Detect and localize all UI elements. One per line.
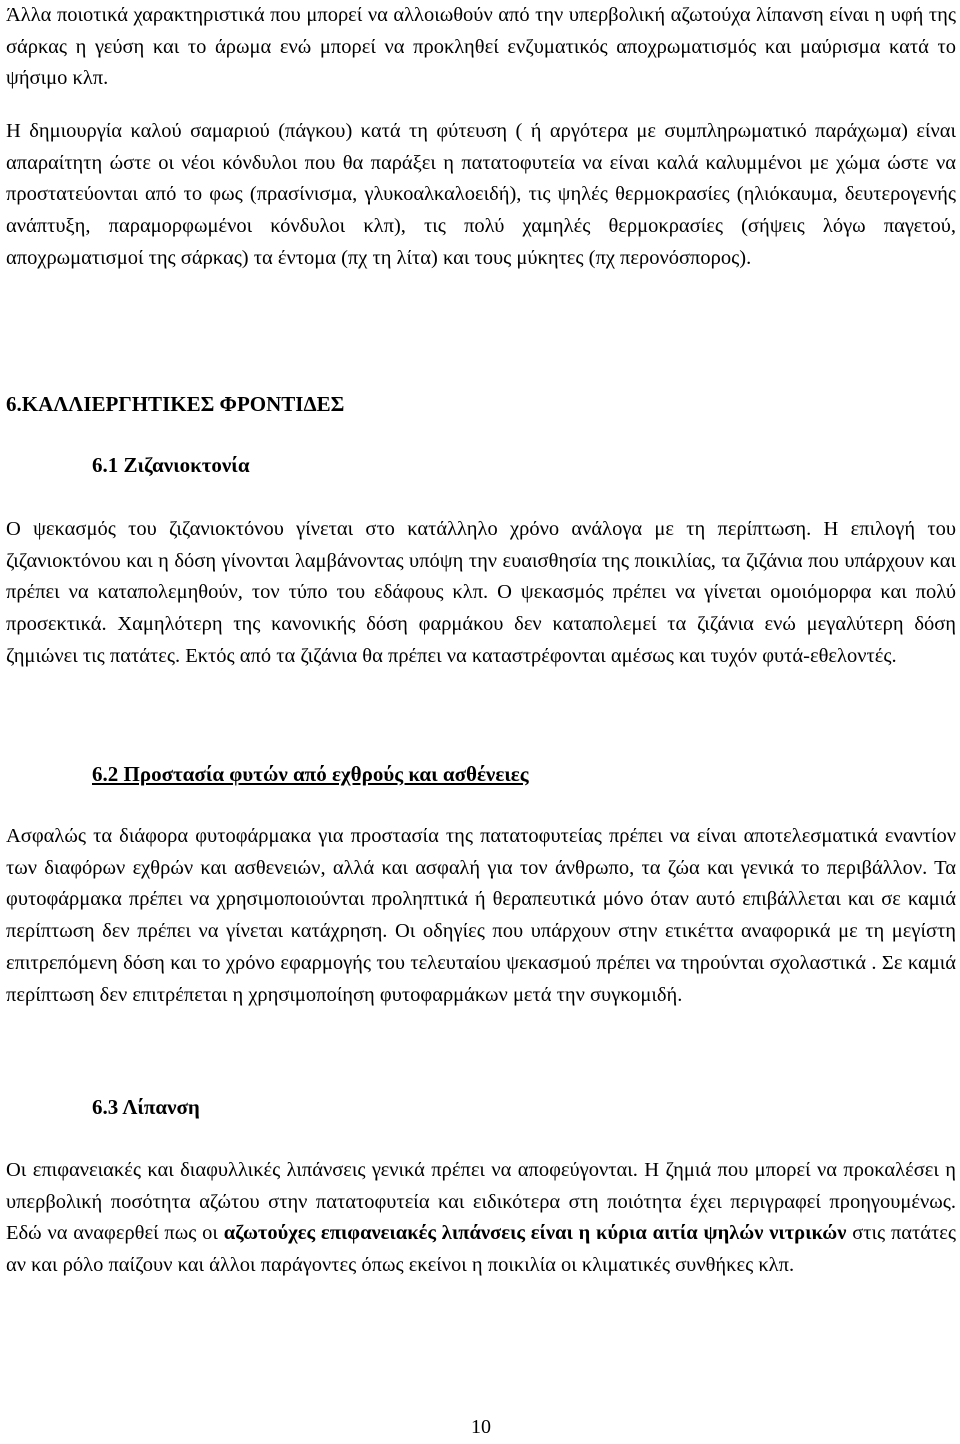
- plant-protection-paragraph: Ασφαλώς τα διάφορα φυτοφάρμακα για προστασία της πατατοφυτείας πρέπει να είναι αποτελεσματικά εναντίον των διαφόρων εχθρών και ασθενειών, αλλά και ασφαλή για τον άνθρωπο, τα ζώα και γενικά το περιβάλλον. Τα φυτοφάρμακα πρέπει να χρησιμοποιούνται προληπτικά ή θεραπευτικά μόνο όταν αυτό επιβάλλεται και σε καμιά περίπτωση δεν πρέπει να γίνεται κατάχρηση. Οι οδηγίες που υπάρχουν στην ετικέττα αναφορικά με τη μεγίστη επιτρεπόμενη δόση και το χρόνο εφαρμογής του τελευταίου ψεκασμού πρέπει να τηρούνται σχολαστικά . Σε καμιά περίπτωση δεν επιτρέπεται η χρησιμοποίηση φυτοφαρμάκων μετά την συγκομιδή.: [6, 825, 956, 1006]
- section-6-2-heading: 6.2 Προστασία φυτών από εχθρούς και ασθένειες: [92, 762, 529, 786]
- section-6-3-heading: 6.3 Λίπανση: [92, 1095, 200, 1119]
- fertilization-text-start: Οι επιφανειακές και διαφυλλικές λιπάνσεις γενικά πρέπει να αποφεύγονται. Η ζημιά που μπορεί να προκαλέσει η υπερβολική ποσότητα αζώτου στην πατατοφυτεία και ειδικότερα στη ποιότητα έχει περιγραφεί προηγουμένως. Εδώ να αναφερθεί πως οι: [6, 1159, 956, 1245]
- ridging-paragraph: Η δημιουργία καλού σαμαριού (πάγκου) κατά τη φύτευση ( ή αργότερα με συμπληρωματικό παράχωμα) είναι απαραίτητη ώστε οι νέοι κόνδυλοι που θα παράξει η πατατοφυτεία να είναι καλά καλυμμένοι με χώμα ώστε να προστατεύονται από το φως (πρασίνισμα, γλυκοαλκαλοειδή), τις ψηλές θερμοκρασίες (ηλιόκαυμα, δευτερογενής ανάπτυξη, παραμορφωμένοι κόνδυλοι κλπ), τις πολύ χαμηλές θερμοκρασίες (σήψεις λόγω παγετού, αποχρωματισμοί της σάρκας) τα έντομα (πχ τη λίτα) και τους μύκητες (πχ περονόσπορος).: [6, 120, 956, 269]
- fertilization-paragraph: [6, 1155, 956, 1282]
- section-6-heading: 6.ΚΑΛΛΙΕΡΓΗΤΙΚΕΣ ΦΡΟΝΤΙΔΕΣ: [6, 392, 345, 416]
- weed-control-paragraph: Ο ψεκασμός του ζιζανιοκτόνου γίνεται στο κατάλληλο χρόνο ανάλογα με τη περίπτωση. Η επιλογή του ζιζανιοκτόνου και η δόση γίνονται λαμβάνοντας υπόψη την ευαισθησία της ποικιλίας, τα ζιζάνια που υπάρχουν και πρέπει να καταπολεμηθούν, τον τύπο του εδάφους κλπ. Ο ψεκασμός πρέπει να γίνεται ομοιόμορφα και πολύ προσεκτικά. Χαμηλότερη της κανονικής δόση φαρμάκου δεν καταπολεμεί τα ζιζάνια ενώ μεγαλύτερη δόση ζημιώνει τις πατάτες. Εκτός από τα ζιζάνια θα πρέπει να καταστρέφονται αμέσως και τυχόν φυτά-εθελοντές.: [6, 518, 956, 667]
- section-6-1-heading: 6.1 Ζιζανιοκτονία: [92, 453, 250, 477]
- intro-paragraph: Άλλα ποιοτικά χαρακτηριστικά που μπορεί να αλλοιωθούν από την υπερβολική αζωτούχα λίπανση είναι η υφή της σάρκας η γεύση και το άρωμα ενώ μπορεί να προκληθεί ενζυματικός αποχρωματισμός και μαύρισμα κατά το ψήσιμο κλπ.: [6, 4, 956, 90]
- fertilization-text-end: στις πατάτες αν και ρόλο παίζουν και άλλοι παράγοντες όπως εκείνοι η ποικιλία οι κλιματικές συνθήκες κλπ.: [6, 1222, 956, 1277]
- fertilization-bold-text: αζωτούχες επιφανειακές λιπάνσεις είναι η κύρια αιτία ψηλών νιτρικών: [223, 1222, 847, 1245]
- page-number: 10: [471, 1416, 491, 1438]
